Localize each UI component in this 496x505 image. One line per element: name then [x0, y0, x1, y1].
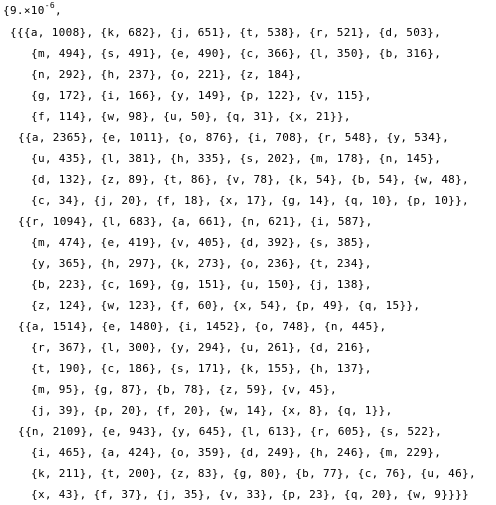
output-line: {{r, 1094}, {l, 683}, {a, 661}, {n, 621}, {i, 587},	[18, 215, 373, 228]
output-line: {k, 211}, {t, 200}, {z, 83}, {g, 80}, {b, 77}, {c, 76}, {u, 46},	[31, 467, 476, 480]
output-line: {m, 494}, {s, 491}, {e, 490}, {c, 366}, {l, 350}, {b, 316},	[31, 47, 442, 60]
output-line: {{a, 2365}, {e, 1011}, {o, 876}, {i, 708}, {r, 548}, {y, 534},	[18, 131, 450, 144]
output-line: {r, 367}, {l, 300}, {y, 294}, {u, 261}, {d, 216},	[31, 341, 372, 354]
output-line: {n, 292}, {h, 237}, {o, 221}, {z, 184},	[31, 68, 303, 81]
output-line: {z, 124}, {w, 123}, {f, 60}, {x, 54}, {p, 49}, {q, 15}},	[31, 299, 421, 312]
output-line: {t, 190}, {c, 186}, {s, 171}, {k, 155}, {h, 137},	[31, 362, 372, 375]
output-line: {{n, 2109}, {e, 943}, {y, 645}, {l, 613}, {r, 605}, {s, 522},	[18, 425, 443, 438]
header-exponent: -6	[44, 1, 56, 11]
output-header	[3, 1, 62, 21]
output-line: {{a, 1514}, {e, 1480}, {i, 1452}, {o, 748}, {n, 445},	[18, 320, 387, 333]
header-prefix: {9.×10	[3, 4, 45, 17]
output-line: {j, 39}, {p, 20}, {f, 20}, {w, 14}, {x, 8}, {q, 1}},	[31, 404, 393, 417]
output-line: {g, 172}, {i, 166}, {y, 149}, {p, 122}, {v, 115},	[31, 89, 372, 102]
output-line: {m, 95}, {g, 87}, {b, 78}, {z, 59}, {v, 45},	[31, 383, 337, 396]
output-line: {d, 132}, {z, 89}, {t, 86}, {v, 78}, {k, 54}, {b, 54}, {w, 48},	[31, 173, 470, 186]
output-line: {c, 34}, {j, 20}, {f, 18}, {x, 17}, {g, 14}, {q, 10}, {p, 10}},	[31, 194, 470, 207]
output-line: {u, 435}, {l, 381}, {h, 335}, {s, 202}, {m, 178}, {n, 145},	[31, 152, 442, 165]
output-line: {{{a, 1008}, {k, 682}, {j, 651}, {t, 538}, {r, 521}, {d, 503},	[10, 26, 442, 39]
output-line: {m, 474}, {e, 419}, {v, 405}, {d, 392}, {s, 385},	[31, 236, 372, 249]
output-line: {i, 465}, {a, 424}, {o, 359}, {d, 249}, {h, 246}, {m, 229},	[31, 446, 442, 459]
output-line: {b, 223}, {c, 169}, {g, 151}, {u, 150}, {j, 138},	[31, 278, 372, 291]
header-suffix: ,	[55, 4, 62, 17]
output-line: {f, 114}, {w, 98}, {u, 50}, {q, 31}, {x, 21}},	[31, 110, 351, 123]
output-line: {y, 365}, {h, 297}, {k, 273}, {o, 236}, {t, 234},	[31, 257, 372, 270]
output-line: {x, 43}, {f, 37}, {j, 35}, {v, 33}, {p, 23}, {q, 20}, {w, 9}}}}	[31, 488, 470, 501]
